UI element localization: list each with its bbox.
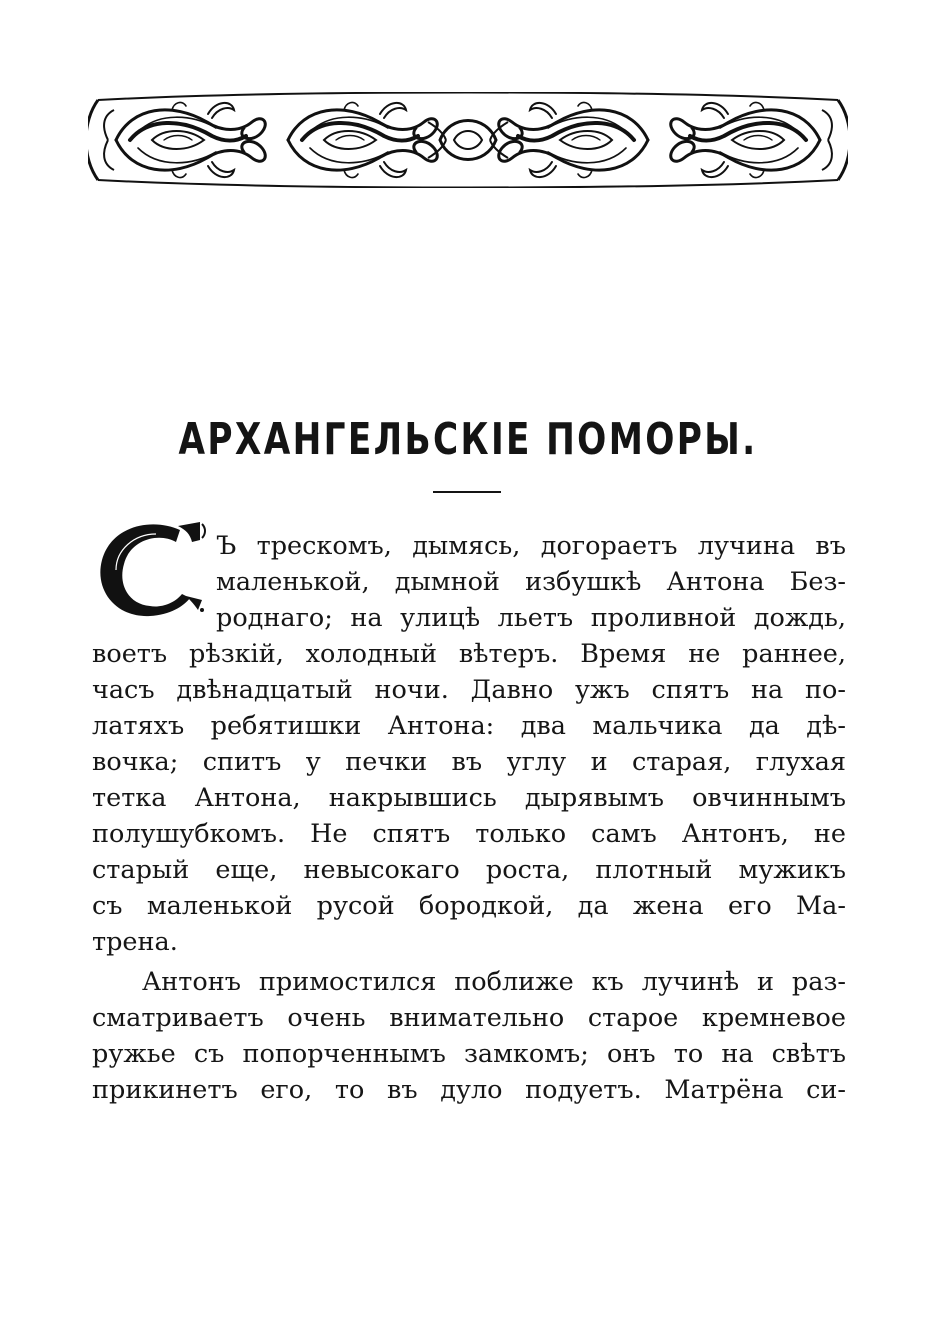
text-line: Антонъ примостился поближе къ лучинѣ и раз- (142, 967, 846, 997)
text-line: полушубкомъ. Не спятъ только самъ Антонъ, не (92, 819, 846, 849)
text-line: старый еще, невысокаго роста, плотный мужикъ (92, 855, 846, 885)
text-line: трена. (92, 927, 178, 957)
text-line: роднаго; на улицѣ льетъ проливной дождь, (216, 603, 846, 633)
text-line: латяхъ ребятишки Антона: два мальчика да дѣ- (92, 711, 846, 741)
text-line: сматриваетъ очень внимательно старое кремневое (92, 1003, 846, 1033)
header-ornament (88, 92, 848, 188)
text-line: тетка Антона, накрывшись дырявымъ овчиннымъ (92, 783, 846, 813)
chapter-title: АРХАНГЕЛЬСКІЕ ПОМОРЫ. (178, 414, 758, 465)
title-rule (433, 491, 501, 493)
decorated-initial-icon (94, 520, 208, 620)
text-line: съ маленькой русой бородкой, да жена его Ма- (92, 891, 846, 921)
text-line: маленькой, дымной избушкѣ Антона Без- (216, 567, 846, 597)
text-line: ружье съ попорченнымъ замкомъ; онъ то на свѣтъ (92, 1039, 846, 1069)
text-line: Ъ трескомъ, дымясь, догораетъ лучина въ (216, 531, 846, 561)
art-nouveau-scroll-band-icon (88, 92, 848, 188)
text-line: воетъ рѣзкій, холодный вѣтеръ. Время не раннее, (92, 639, 846, 669)
drop-cap (94, 520, 208, 620)
text-line: часъ двѣнадцатый ночи. Давно ужъ спятъ на по- (92, 675, 846, 705)
text-line: прикинетъ его, то въ дуло подуетъ. Матрёна си- (92, 1075, 846, 1105)
text-line: вочка; спитъ у печки въ углу и старая, глухая (92, 747, 846, 777)
